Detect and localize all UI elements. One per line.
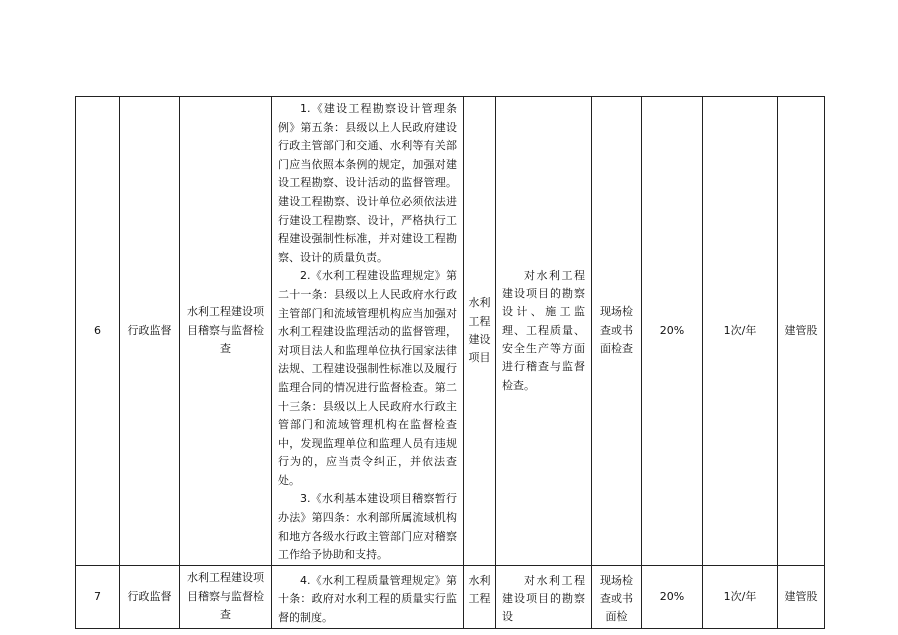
row-number: 7	[76, 565, 120, 628]
inspection-table	[75, 96, 825, 629]
frequency-cell: 1次/年	[703, 565, 778, 628]
legal-basis-paragraph: 3.《水利基本建设项目稽察暂行办法》第四条：水利部所属流域机构和地方各级水行政主管部门应对稽察工作给予协助和支持。	[278, 492, 457, 562]
object-cell: 水利工程建设项目	[464, 97, 496, 566]
legal-basis-cell	[272, 565, 464, 628]
category-cell: 行政监督	[120, 97, 180, 566]
content-text: 对水利工程建设项目的勘察设计、施工监理、工程质量、安全生产等方面进行稽查与监督检查。	[502, 268, 585, 392]
category-cell: 行政监督	[120, 565, 180, 628]
legal-basis-paragraph: 2.《水利工程建设监理规定》第二十一条：县级以上人民政府水行政主管部门和流域管理机构应当加强对水利工程建设监理活动的监督管理，对项目法人和监理单位执行国家法律法规、工程建设强制性标准以及履行监理合同的情况进行监督检查。第二十三条：县级以上人民政府水行政主管部门和流域管理机构在监督检查中，发现监理单位和监理人员有违规行为的，应当责令纠正，并依法查处。	[278, 269, 457, 487]
department-cell: 建管股	[778, 565, 825, 628]
ratio-cell: 20%	[642, 97, 703, 566]
item-cell: 水利工程建设项目稽察与监督检查	[180, 565, 272, 628]
row-number: 6	[76, 97, 120, 566]
legal-basis-paragraph: 1.《建设工程勘察设计管理条例》第五条：县级以上人民政府建设行政主管部门和交通、水利等有关部门应当依照本条例的规定，加强对建设工程勘察、设计活动的监督管理。建设工程勘察、设计单位必须依法进行建设工程勘察、设计，严格执行工程建设强制性标准，并对建设工程勘察、设计的质量负责。	[278, 102, 457, 264]
table-row	[76, 97, 825, 566]
legal-basis-cell	[272, 97, 464, 566]
content-cell	[496, 97, 592, 566]
frequency-cell: 1次/年	[703, 97, 778, 566]
object-cell: 水利工程	[464, 565, 496, 628]
ratio-cell: 20%	[642, 565, 703, 628]
content-cell	[496, 565, 592, 628]
document-page	[75, 96, 824, 625]
department-cell: 建管股	[778, 97, 825, 566]
method-cell: 现场检查或书面检查	[592, 97, 642, 566]
method-cell: 现场检查或书面检	[592, 565, 642, 628]
legal-basis-paragraph: 4.《水利工程质量管理规定》第十条：政府对水利工程的质量实行监督的制度。	[278, 573, 457, 625]
table-row	[76, 565, 825, 628]
content-text: 对水利工程建设项目的勘察设	[502, 573, 585, 624]
item-cell: 水利工程建设项目稽察与监督检查	[180, 97, 272, 566]
